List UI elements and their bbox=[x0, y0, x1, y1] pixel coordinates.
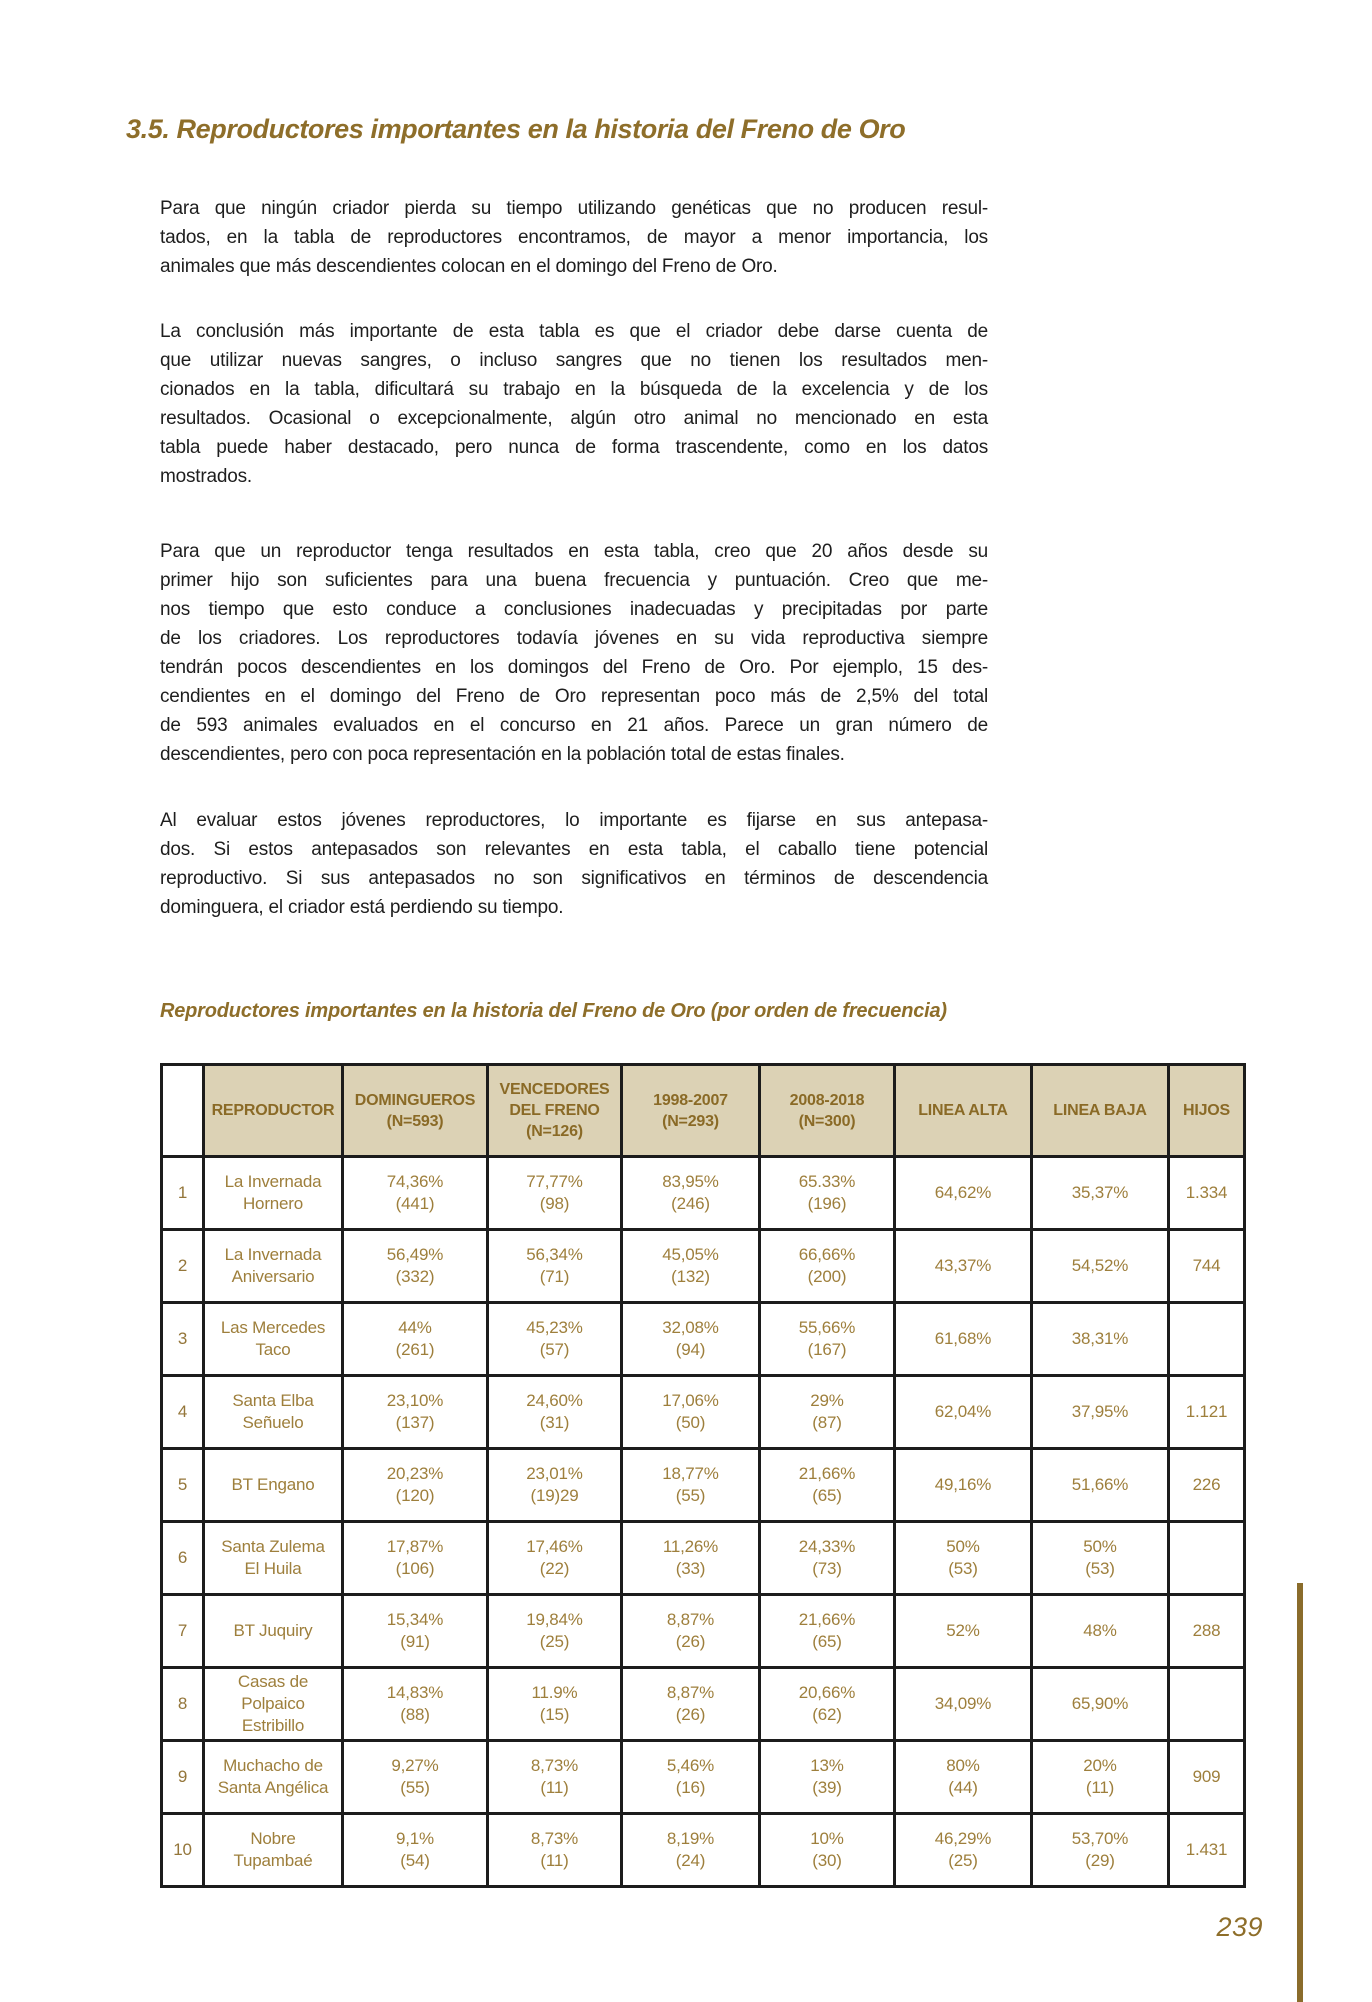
value-cell: 38,31% bbox=[1032, 1303, 1169, 1376]
value-cell: 21,66% (65) bbox=[760, 1595, 895, 1668]
reproductor-cell: BT Juquiry bbox=[204, 1595, 343, 1668]
text-line: de los criadores. Los reproductores todavía jóvenes en su vida reproductiva siempre bbox=[160, 628, 988, 649]
row-number: 3 bbox=[162, 1303, 204, 1376]
value-cell: 50% (53) bbox=[1032, 1522, 1169, 1595]
row-number: 5 bbox=[162, 1449, 204, 1522]
reproductores-table bbox=[160, 1063, 1246, 1888]
row-number: 8 bbox=[162, 1668, 204, 1741]
value-cell: 46,29% (25) bbox=[895, 1814, 1032, 1887]
row-number: 1 bbox=[162, 1157, 204, 1230]
value-cell: 10% (30) bbox=[760, 1814, 895, 1887]
text-line: Al evaluar estos jóvenes reproductores, lo importante es fijarse en sus antepasa- bbox=[160, 810, 988, 831]
value-cell: 83,95% (246) bbox=[622, 1157, 760, 1230]
text-line: reproductivo. Si sus antepasados no son significativos en términos de descendencia bbox=[160, 868, 988, 889]
value-cell: 51,66% bbox=[1032, 1449, 1169, 1522]
text-line: cendientes en el domingo del Freno de Oro representan poco más de 2,5% del total bbox=[160, 686, 988, 707]
value-cell: 61,68% bbox=[895, 1303, 1032, 1376]
table-row bbox=[162, 1595, 1245, 1668]
text-line: cionados en la tabla, dificultará su trabajo en la búsqueda de la excelencia y de los bbox=[160, 379, 988, 400]
value-cell: 8,87% (26) bbox=[622, 1668, 760, 1741]
reproductor-cell: Santa Elba Señuelo bbox=[204, 1376, 343, 1449]
text-line: tendrán pocos descendientes en los domingos del Freno de Oro. Por ejemplo, 15 des- bbox=[160, 657, 988, 678]
value-cell: 8,73% (11) bbox=[488, 1814, 622, 1887]
value-cell: 11,26% (33) bbox=[622, 1522, 760, 1595]
value-cell: 49,16% bbox=[895, 1449, 1032, 1522]
value-cell: 8,87% (26) bbox=[622, 1595, 760, 1668]
text-line: Para que ningún criador pierda su tiempo utilizando genéticas que no producen resul- bbox=[160, 198, 988, 219]
text-line: resultados. Ocasional o excepcionalmente, algún otro animal no mencionado en esta bbox=[160, 408, 988, 429]
value-cell: 32,08% (94) bbox=[622, 1303, 760, 1376]
value-cell: 56,49% (332) bbox=[343, 1230, 488, 1303]
value-cell bbox=[1169, 1668, 1245, 1741]
value-cell: 37,95% bbox=[1032, 1376, 1169, 1449]
value-cell: 9,27% (55) bbox=[343, 1741, 488, 1814]
reproductor-cell: La Invernada Aniversario bbox=[204, 1230, 343, 1303]
reproductor-cell: BT Engano bbox=[204, 1449, 343, 1522]
paragraph bbox=[160, 317, 988, 491]
value-cell: 43,37% bbox=[895, 1230, 1032, 1303]
table-row bbox=[162, 1741, 1245, 1814]
table-row bbox=[162, 1522, 1245, 1595]
value-cell: 80% (44) bbox=[895, 1741, 1032, 1814]
value-cell: 17,06% (50) bbox=[622, 1376, 760, 1449]
column-header: DOMINGUEROS (N=593) bbox=[343, 1065, 488, 1157]
section-heading: 3.5. Reproductores importantes en la historia del Freno de Oro bbox=[126, 114, 906, 144]
table-row bbox=[162, 1449, 1245, 1522]
value-cell: 19,84% (25) bbox=[488, 1595, 622, 1668]
value-cell: 226 bbox=[1169, 1449, 1245, 1522]
row-number: 7 bbox=[162, 1595, 204, 1668]
value-cell: 54,52% bbox=[1032, 1230, 1169, 1303]
column-header: 2008-2018 (N=300) bbox=[760, 1065, 895, 1157]
value-cell: 35,37% bbox=[1032, 1157, 1169, 1230]
value-cell: 77,77% (98) bbox=[488, 1157, 622, 1230]
value-cell bbox=[1169, 1303, 1245, 1376]
text-line: dominguera, el criador está perdiendo su tiempo. bbox=[160, 897, 564, 918]
text-line: de 593 animales evaluados en el concurso en 21 años. Parece un gran número de bbox=[160, 715, 988, 736]
value-cell: 50% (53) bbox=[895, 1522, 1032, 1595]
column-header: LINEA BAJA bbox=[1032, 1065, 1169, 1157]
reproductor-cell: Casas de Polpaico Estribillo bbox=[204, 1668, 343, 1741]
value-cell: 14,83% (88) bbox=[343, 1668, 488, 1741]
value-cell: 48% bbox=[1032, 1595, 1169, 1668]
column-header: HIJOS bbox=[1169, 1065, 1245, 1157]
text-line: La conclusión más importante de esta tabla es que el criador debe darse cuenta de bbox=[160, 321, 988, 342]
page-number: 239 bbox=[1216, 1912, 1263, 1942]
value-cell: 23,10% (137) bbox=[343, 1376, 488, 1449]
value-cell: 288 bbox=[1169, 1595, 1245, 1668]
value-cell: 45,05% (132) bbox=[622, 1230, 760, 1303]
value-cell: 20,23% (120) bbox=[343, 1449, 488, 1522]
value-cell: 5,46% (16) bbox=[622, 1741, 760, 1814]
row-number: 9 bbox=[162, 1741, 204, 1814]
text-line: primer hijo son suficientes para una buena frecuencia y puntuación. Creo que me- bbox=[160, 570, 988, 591]
value-cell: 65.33% (196) bbox=[760, 1157, 895, 1230]
text-line: tados, en la tabla de reproductores encontramos, de mayor a menor importancia, los bbox=[160, 227, 988, 248]
value-cell: 1.431 bbox=[1169, 1814, 1245, 1887]
value-cell: 744 bbox=[1169, 1230, 1245, 1303]
value-cell: 8,73% (11) bbox=[488, 1741, 622, 1814]
value-cell: 1.334 bbox=[1169, 1157, 1245, 1230]
row-number-header bbox=[162, 1065, 204, 1157]
value-cell: 1.121 bbox=[1169, 1376, 1245, 1449]
row-number: 6 bbox=[162, 1522, 204, 1595]
value-cell: 64,62% bbox=[895, 1157, 1032, 1230]
table-row bbox=[162, 1376, 1245, 1449]
column-header: VENCEDORES DEL FRENO (N=126) bbox=[488, 1065, 622, 1157]
value-cell: 34,09% bbox=[895, 1668, 1032, 1741]
table-row bbox=[162, 1668, 1245, 1741]
value-cell: 55,66% (167) bbox=[760, 1303, 895, 1376]
reproductor-cell: La Invernada Hornero bbox=[204, 1157, 343, 1230]
table-row bbox=[162, 1230, 1245, 1303]
table-row bbox=[162, 1814, 1245, 1887]
reproductor-cell: Muchacho de Santa Angélica bbox=[204, 1741, 343, 1814]
value-cell: 44% (261) bbox=[343, 1303, 488, 1376]
row-number: 10 bbox=[162, 1814, 204, 1887]
text-line: tabla puede haber destacado, pero nunca de forma trascendente, como en los datos bbox=[160, 437, 988, 458]
text-line: Para que un reproductor tenga resultados en esta tabla, creo que 20 años desde su bbox=[160, 541, 988, 562]
row-number: 2 bbox=[162, 1230, 204, 1303]
value-cell: 66,66% (200) bbox=[760, 1230, 895, 1303]
value-cell: 17,87% (106) bbox=[343, 1522, 488, 1595]
text-line: dos. Si estos antepasados son relevantes en esta tabla, el caballo tiene potencial bbox=[160, 839, 988, 860]
text-line: animales que más descendientes colocan en el domingo del Freno de Oro. bbox=[160, 256, 778, 277]
column-header: LINEA ALTA bbox=[895, 1065, 1032, 1157]
value-cell: 65,90% bbox=[1032, 1668, 1169, 1741]
value-cell: 13% (39) bbox=[760, 1741, 895, 1814]
value-cell: 909 bbox=[1169, 1741, 1245, 1814]
text-line: mostrados. bbox=[160, 466, 252, 487]
value-cell: 56,34% (71) bbox=[488, 1230, 622, 1303]
value-cell: 20,66% (62) bbox=[760, 1668, 895, 1741]
table-header-row bbox=[162, 1065, 1245, 1157]
row-number: 4 bbox=[162, 1376, 204, 1449]
value-cell: 45,23% (57) bbox=[488, 1303, 622, 1376]
value-cell: 17,46% (22) bbox=[488, 1522, 622, 1595]
value-cell: 9,1% (54) bbox=[343, 1814, 488, 1887]
value-cell: 53,70% (29) bbox=[1032, 1814, 1169, 1887]
value-cell: 52% bbox=[895, 1595, 1032, 1668]
value-cell: 8,19% (24) bbox=[622, 1814, 760, 1887]
value-cell: 21,66% (65) bbox=[760, 1449, 895, 1522]
table-body bbox=[162, 1157, 1245, 1887]
value-cell: 24,33% (73) bbox=[760, 1522, 895, 1595]
value-cell: 23,01% (19)29 bbox=[488, 1449, 622, 1522]
reproductor-cell: Nobre Tupambaé bbox=[204, 1814, 343, 1887]
text-line: nos tiempo que esto conduce a conclusiones inadecuadas y precipitadas por parte bbox=[160, 599, 988, 620]
table-row bbox=[162, 1303, 1245, 1376]
page-edge-bar bbox=[1297, 1583, 1303, 2002]
table-row bbox=[162, 1157, 1245, 1230]
value-cell: 18,77% (55) bbox=[622, 1449, 760, 1522]
value-cell: 15,34% (91) bbox=[343, 1595, 488, 1668]
paragraph bbox=[160, 537, 988, 769]
value-cell: 11.9% (15) bbox=[488, 1668, 622, 1741]
text-line: descendientes, pero con poca representación en la población total de estas finales. bbox=[160, 744, 845, 765]
value-cell: 62,04% bbox=[895, 1376, 1032, 1449]
column-header: 1998-2007 (N=293) bbox=[622, 1065, 760, 1157]
reproductor-cell: Las Mercedes Taco bbox=[204, 1303, 343, 1376]
paragraph bbox=[160, 194, 988, 281]
paragraph bbox=[160, 806, 988, 922]
reproductor-cell: Santa Zulema El Huila bbox=[204, 1522, 343, 1595]
text-line: que utilizar nuevas sangres, o incluso sangres que no tienen los resultados men- bbox=[160, 350, 988, 371]
value-cell bbox=[1169, 1522, 1245, 1595]
value-cell: 24,60% (31) bbox=[488, 1376, 622, 1449]
column-header: REPRODUCTOR bbox=[204, 1065, 343, 1157]
value-cell: 74,36% (441) bbox=[343, 1157, 488, 1230]
value-cell: 20% (11) bbox=[1032, 1741, 1169, 1814]
value-cell: 29% (87) bbox=[760, 1376, 895, 1449]
table-title: Reproductores importantes en la historia del Freno de Oro (por orden de frecuencia) bbox=[160, 1000, 947, 1022]
